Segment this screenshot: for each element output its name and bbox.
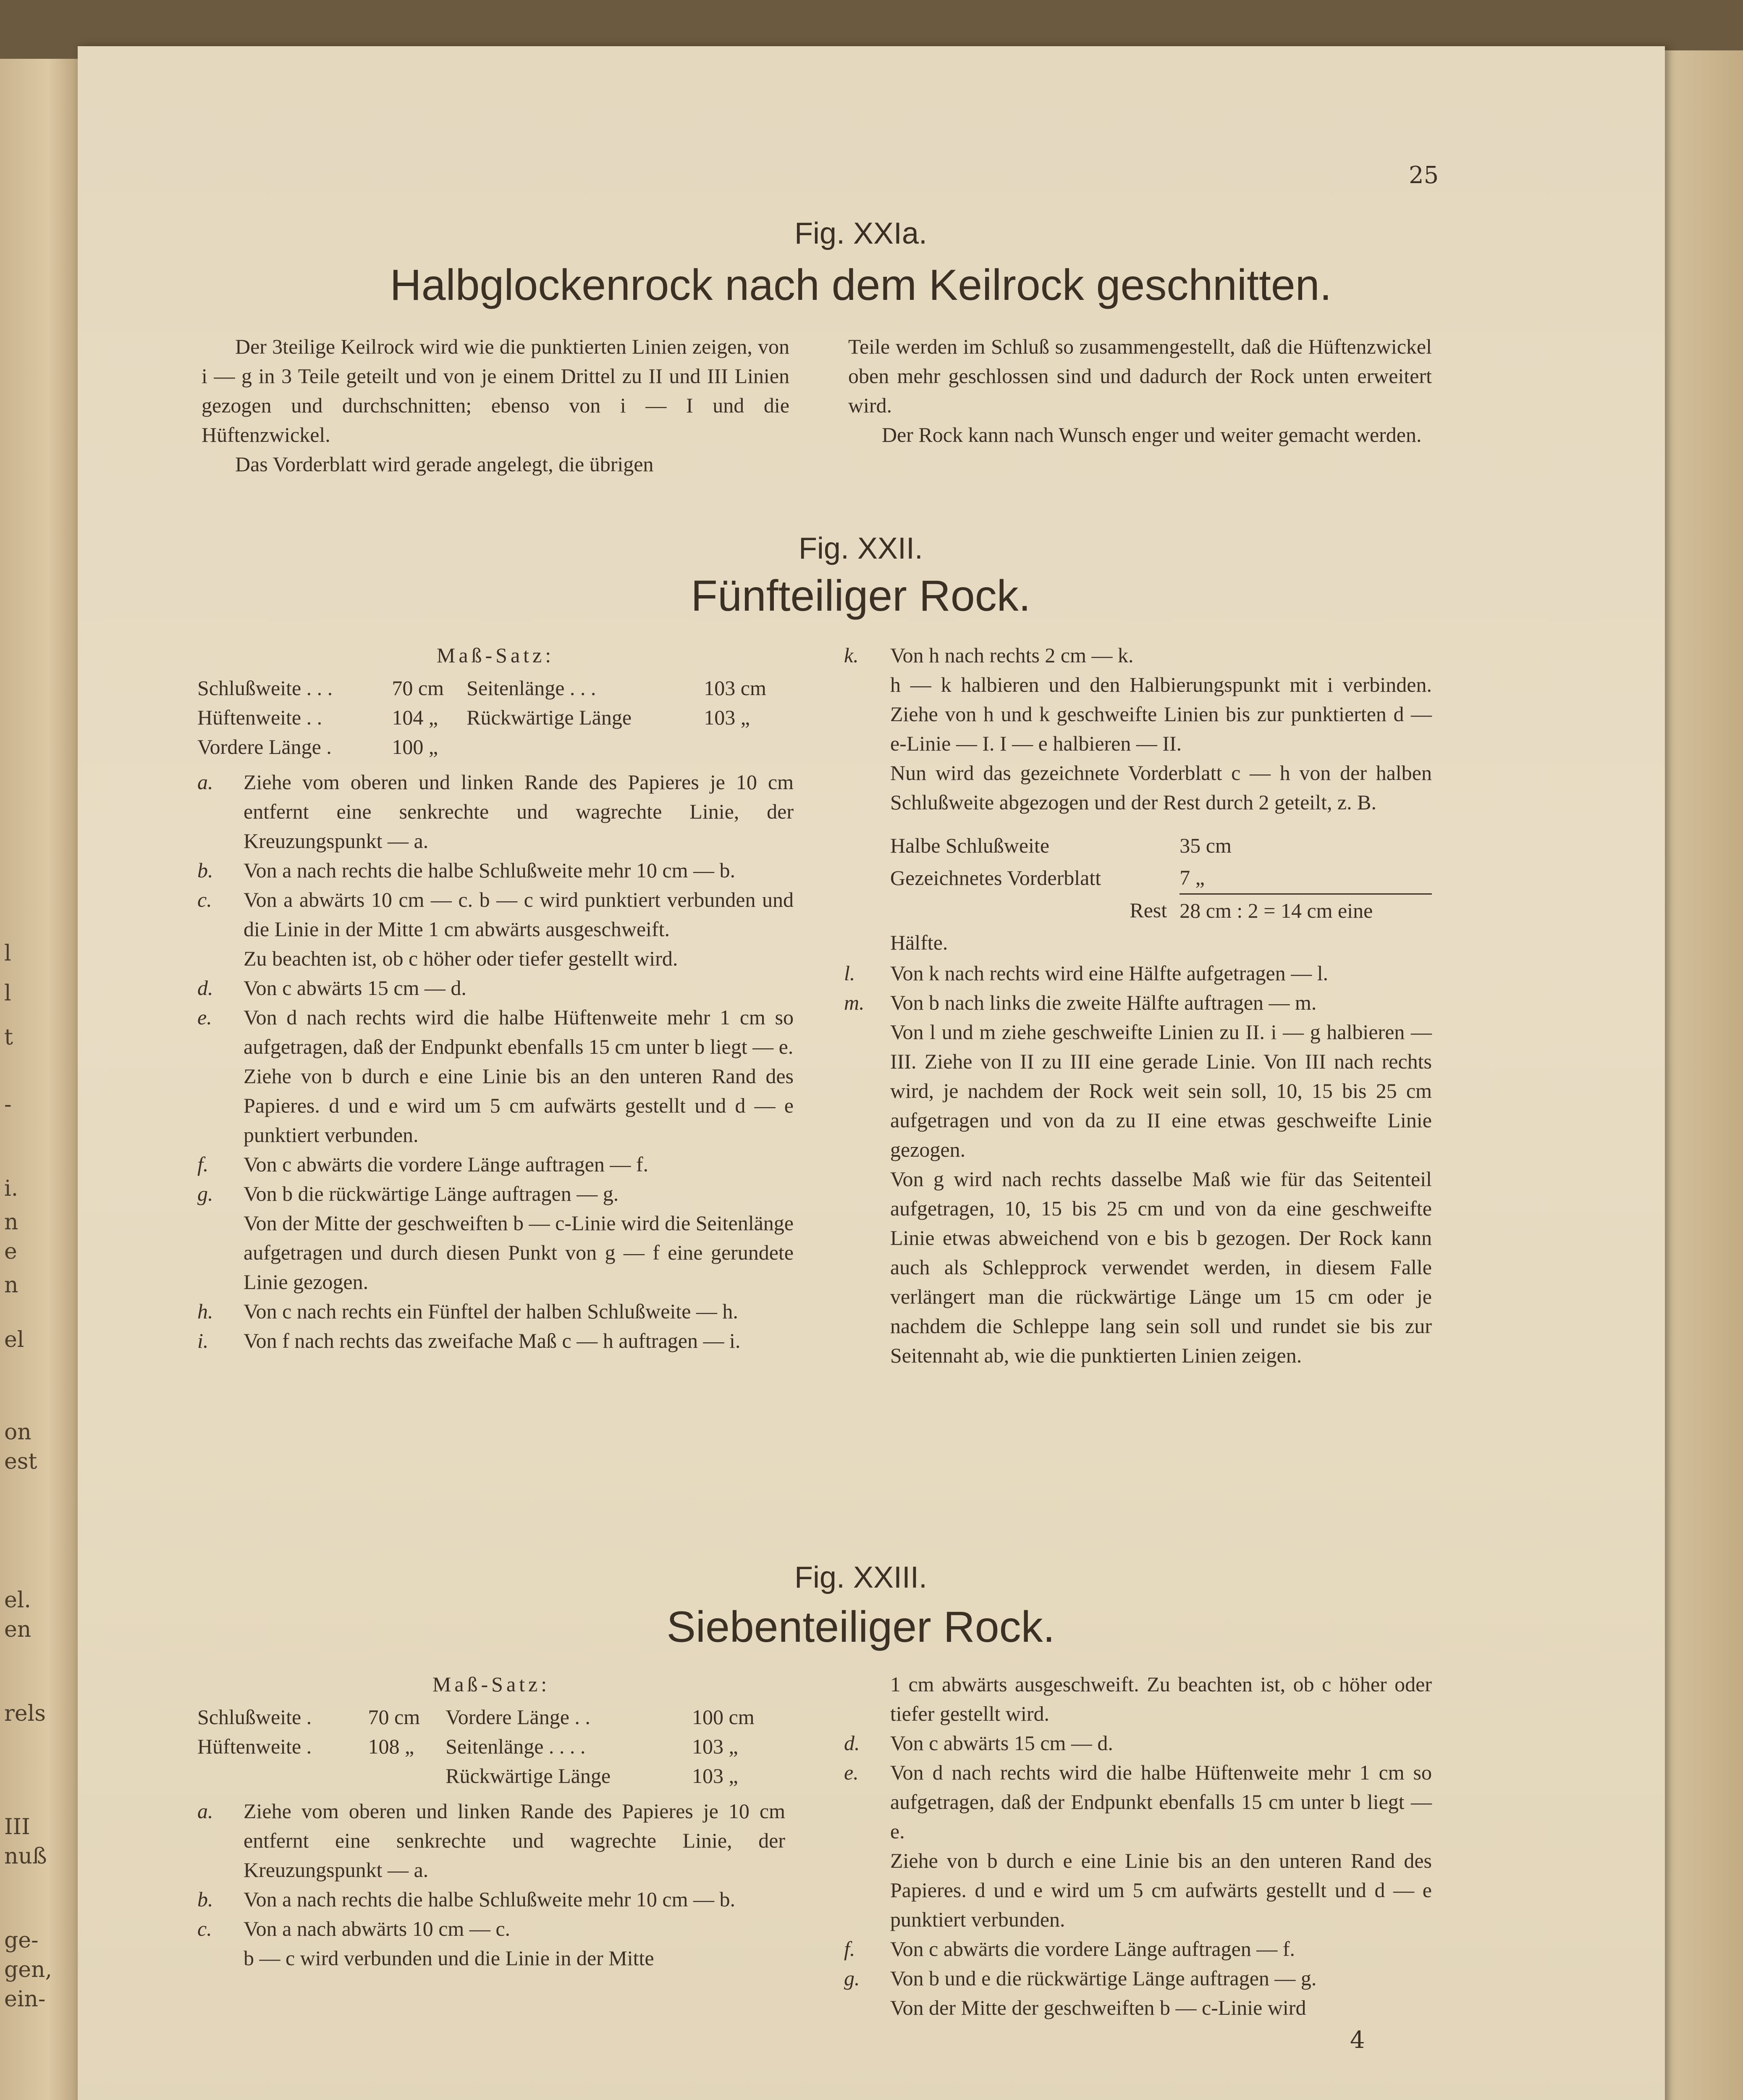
instruction-step bbox=[844, 958, 1432, 988]
mass-value: 103 „ bbox=[692, 1764, 738, 1788]
table-row bbox=[197, 732, 794, 761]
step-text: Von b die rückwärtige Länge auftragen — g. bbox=[244, 1182, 619, 1205]
table-row bbox=[197, 703, 794, 732]
instruction-step bbox=[844, 670, 1432, 758]
step-text: Ziehe von b durch e eine Linie bis an den unteren Rand des Papieres. d und e wird um 5 cm aufwärts gestellt und d — e punktiert verbunden. bbox=[244, 1064, 794, 1147]
fig23-right-column bbox=[844, 1670, 1432, 2022]
left-page-fragment: e bbox=[4, 1239, 17, 1264]
fig22-mass-header: Maß-Satz: bbox=[436, 643, 555, 667]
left-page-fragment: rels bbox=[4, 1701, 46, 1726]
step-text: Von a nach rechts die halbe Schlußweite mehr 10 cm — b. bbox=[244, 1887, 735, 1911]
step-label: b. bbox=[197, 858, 213, 882]
left-page-fragment: ge- bbox=[4, 1928, 39, 1953]
mass-value: 103 cm bbox=[704, 676, 766, 700]
instruction-step bbox=[197, 1208, 794, 1297]
instruction-step bbox=[844, 758, 1432, 817]
instruction-step bbox=[197, 944, 794, 973]
instruction-step bbox=[197, 1150, 794, 1179]
left-page-fragment: n bbox=[4, 1273, 18, 1298]
step-label: f. bbox=[197, 1152, 209, 1176]
left-page-fragment: en bbox=[4, 1617, 31, 1642]
step-text: Von l und m ziehe geschweifte Linien zu II. i — g halbieren — III. Ziehe von II zu III eine gerade Linie. Von III nach rechts wird, je nachdem der Rock weit sein soll, 10, 15 bis 25 cm aufgetragen und von da zu II eine etwas geschweifte Linie gezogen. bbox=[890, 1020, 1432, 1161]
instruction-step bbox=[197, 856, 794, 885]
mass-value: 70 cm bbox=[368, 1705, 420, 1729]
instruction-step bbox=[197, 885, 794, 944]
step-label bbox=[197, 944, 244, 973]
mass-name: Hüftenweite . . bbox=[197, 706, 322, 729]
step-label: h. bbox=[197, 1299, 213, 1323]
step-text: h — k halbieren und den Halbierungspunkt mit i verbinden. Ziehe von h und k geschweifte Linien bis zur punktierten d — e-Linie — I. I — e halbieren — II. bbox=[890, 673, 1432, 755]
step-text: Von der Mitte der geschweiften b — c-Linie wird bbox=[890, 1996, 1306, 2019]
fig22-calculation bbox=[844, 830, 1432, 958]
step-label: c. bbox=[197, 888, 212, 911]
left-page-fragment: nuß bbox=[4, 1844, 47, 1869]
fig21a-left-paragraph: Das Vorderblatt wird gerade angelegt, die übrigen bbox=[235, 452, 654, 476]
fig21a-left-column bbox=[202, 332, 789, 479]
fig23-left-column bbox=[197, 1670, 785, 1973]
step-label: c. bbox=[197, 1917, 212, 1940]
mass-value bbox=[368, 1761, 446, 1790]
step-text: Ziehe vom oberen und linken Rande des Papieres je 10 cm entfernt eine senkrechte und wagrechte Linie, der Kreuzungspunkt — a. bbox=[244, 770, 794, 853]
mass-name: Schlußweite . bbox=[197, 1705, 312, 1729]
fig21a-title: Halbglockenrock nach dem Keilrock geschnitten. bbox=[390, 261, 1332, 310]
left-page-fragment: on bbox=[4, 1420, 31, 1445]
left-page-fragment: n bbox=[4, 1210, 18, 1235]
page-number: 25 bbox=[1409, 162, 1439, 189]
mass-name: Rückwärtige Länge bbox=[467, 706, 632, 729]
step-text: Ziehe vom oberen und linken Rande des Papieres je 10 cm entfernt eine senkrechte und wagrechte Linie, der Kreuzungspunkt — a. bbox=[244, 1799, 785, 1882]
instruction-step bbox=[844, 1758, 1432, 1846]
step-label: g. bbox=[844, 1966, 860, 1990]
left-page-fragment: t bbox=[4, 1025, 13, 1050]
step-text: Zu beachten ist, ob c höher oder tiefer gestellt wird. bbox=[244, 947, 678, 970]
calc-value: 35 cm bbox=[1179, 834, 1232, 857]
mass-name: Seitenlänge . . . . bbox=[446, 1735, 586, 1758]
step-label: d. bbox=[197, 976, 213, 1000]
mass-value: 100 cm bbox=[692, 1705, 755, 1729]
mass-name: Vordere Länge . bbox=[197, 735, 332, 759]
step-text: Von b nach links die zweite Hälfte auftragen — m. bbox=[890, 991, 1317, 1014]
instruction-step bbox=[197, 1914, 785, 1943]
instruction-step bbox=[844, 1964, 1432, 1993]
step-text: Von d nach rechts wird die halbe Hüftenweite mehr 1 cm so aufgetragen, daß der Endpunkt ebenfalls 15 cm unter b liegt — e. bbox=[890, 1761, 1432, 1843]
instruction-step bbox=[197, 973, 794, 1003]
instruction-step bbox=[844, 1993, 1432, 2022]
step-label bbox=[844, 1846, 890, 1934]
fig22-steps-right-top bbox=[844, 640, 1432, 817]
fig23-mass-table bbox=[197, 1702, 785, 1790]
step-label bbox=[844, 1670, 890, 1728]
mass-value: 100 „ bbox=[392, 735, 438, 759]
left-page-fragment: el. bbox=[4, 1588, 31, 1613]
fig23-steps-right bbox=[844, 1670, 1432, 2022]
table-row bbox=[197, 1732, 785, 1761]
step-label: b. bbox=[197, 1887, 213, 1911]
instruction-step bbox=[844, 988, 1432, 1017]
mass-value: 103 „ bbox=[692, 1735, 738, 1758]
fig22-right-column bbox=[844, 640, 1432, 1370]
step-label: a. bbox=[197, 1799, 213, 1823]
fig22-left-column bbox=[197, 640, 794, 1355]
instruction-step bbox=[197, 1943, 785, 1973]
step-text: Von k nach rechts wird eine Hälfte aufgetragen — l. bbox=[890, 961, 1329, 985]
step-label: d. bbox=[844, 1731, 860, 1755]
instruction-step bbox=[844, 1670, 1432, 1728]
mass-name bbox=[467, 732, 704, 761]
fig23-label: Fig. XXIII. bbox=[794, 1561, 928, 1594]
calc-label: Gezeichnetes Vorderblatt bbox=[890, 866, 1101, 890]
instruction-step bbox=[197, 1061, 794, 1150]
step-text: 1 cm abwärts ausgeschweift. Zu beachten ist, ob c höher oder tiefer gestellt wird. bbox=[890, 1672, 1432, 1725]
table-row bbox=[844, 830, 1432, 861]
table-row bbox=[844, 927, 1432, 958]
calc-label: Halbe Schlußweite bbox=[890, 834, 1050, 857]
mass-value: 70 cm bbox=[392, 676, 444, 700]
fig21a-right-paragraph: Teile werden im Schluß so zusammengestellt, daß die Hüftenzwickel oben mehr geschlossen sind und dadurch der Rock unten erweitert wird. bbox=[848, 335, 1432, 417]
fig22-steps-left bbox=[197, 767, 794, 1355]
instruction-step bbox=[844, 1934, 1432, 1964]
instruction-step bbox=[197, 1796, 785, 1885]
left-page-fragment: est bbox=[4, 1449, 37, 1474]
left-page-fragment: - bbox=[4, 1092, 12, 1117]
step-text: Von f nach rechts das zweifache Maß c — h auftragen — i. bbox=[244, 1329, 741, 1352]
instruction-step bbox=[197, 1003, 794, 1061]
fig23-steps-left bbox=[197, 1796, 785, 1973]
table-row bbox=[197, 1702, 785, 1732]
left-page-fragment: l bbox=[4, 941, 11, 966]
instruction-step bbox=[197, 1885, 785, 1914]
step-label: a. bbox=[197, 770, 213, 794]
left-page-fragment: ein- bbox=[4, 1987, 46, 2012]
step-label bbox=[844, 670, 890, 758]
step-text: Von d nach rechts wird die halbe Hüftenweite mehr 1 cm so aufgetragen, daß der Endpunkt ebenfalls 15 cm unter b liegt — e. bbox=[244, 1005, 794, 1058]
instruction-step bbox=[844, 640, 1432, 670]
step-text: Von der Mitte der geschweiften b — c-Linie wird die Seitenlänge aufgetragen und durch diesen Punkt von g — f eine gerundete Linie gezogen. bbox=[244, 1211, 794, 1294]
instruction-step bbox=[197, 1179, 794, 1208]
fig21a-right-column bbox=[848, 332, 1432, 449]
step-label: e. bbox=[844, 1761, 859, 1784]
fig21a-left-paragraph: Der 3teilige Keilrock wird wie die punktierten Linien zeigen, von i — g in 3 Teile geteilt und von je einem Drittel zu II und III Linien gezogen und durchschnitten; ebenso von i — I und die Hüftenzwickel. bbox=[202, 335, 789, 446]
step-text: Von g wird nach rechts dasselbe Maß wie für das Seitenteil aufgetragen, 10, 15 bis 25 cm und von da eine geschweifte Linie etwas abweichend von e bis b gezogen. Der Rock kann auch als Schlepprock verwendet werden, in diesem Falle verlängert man die rückwärtige Länge um 15 cm oder je nachdem die Schleppe lang sein soll und rundet sie bis zur Seitennaht ab, wie die punktierten Linien zeigen. bbox=[890, 1167, 1432, 1367]
step-label: m. bbox=[844, 991, 865, 1014]
step-text: b — c wird verbunden und die Linie in der Mitte bbox=[244, 1946, 654, 1970]
step-text: Nun wird das gezeichnete Vorderblatt c — h von der halben Schlußweite abgezogen und der Rest durch 2 geteilt, z. B. bbox=[890, 761, 1432, 814]
step-text: Von a nach abwärts 10 cm — c. bbox=[244, 1917, 511, 1940]
step-label: l. bbox=[844, 961, 855, 985]
instruction-step bbox=[197, 1297, 794, 1326]
table-row bbox=[197, 1761, 785, 1790]
left-page-fragment: gen, bbox=[4, 1957, 52, 1982]
instruction-step bbox=[844, 1017, 1432, 1164]
step-text: Ziehe von b durch e eine Linie bis an den unteren Rand des Papieres. d und e wird um 5 cm aufwärts gestellt und d — e punktiert verbunden. bbox=[890, 1849, 1432, 1931]
step-label: e. bbox=[197, 1005, 212, 1029]
mass-name: Hüftenweite . bbox=[197, 1735, 312, 1758]
step-text: Von c abwärts 15 cm — d. bbox=[890, 1731, 1113, 1755]
step-label bbox=[197, 1208, 244, 1297]
left-page-fragment: i. bbox=[4, 1176, 18, 1201]
previous-page-edge bbox=[0, 59, 80, 2100]
left-page-fragment: l bbox=[4, 981, 11, 1006]
instruction-step bbox=[844, 1846, 1432, 1934]
calc-value: 7 „ bbox=[1179, 861, 1432, 894]
step-text: Von a nach rechts die halbe Schlußweite mehr 10 cm — b. bbox=[244, 858, 735, 882]
step-text: Von h nach rechts 2 cm — k. bbox=[890, 643, 1134, 667]
step-text: Von b und e die rückwärtige Länge auftragen — g. bbox=[890, 1966, 1317, 1990]
instruction-step bbox=[197, 1326, 794, 1355]
step-label: f. bbox=[844, 1937, 855, 1961]
step-text: Von c abwärts die vordere Länge auftragen — f. bbox=[244, 1152, 648, 1176]
mass-name: Schlußweite . . . bbox=[197, 676, 333, 700]
mass-value: 103 „ bbox=[704, 706, 750, 729]
step-text: Von c abwärts 15 cm — d. bbox=[244, 976, 467, 1000]
fig22-title: Fünfteiliger Rock. bbox=[691, 572, 1031, 620]
left-page-fragment: el bbox=[4, 1327, 24, 1352]
signature-mark: 4 bbox=[1350, 2026, 1365, 2054]
mass-name: Vordere Länge . . bbox=[446, 1705, 590, 1729]
fig21a-right-paragraph: Der Rock kann nach Wunsch enger und weiter gemacht werden. bbox=[882, 423, 1422, 446]
step-label bbox=[197, 1943, 244, 1973]
step-label bbox=[844, 758, 890, 817]
fig23-mass-header: Maß-Satz: bbox=[432, 1672, 550, 1696]
calc-note: Hälfte. bbox=[890, 931, 948, 954]
step-label: i. bbox=[197, 1329, 209, 1352]
mass-value: 104 „ bbox=[392, 706, 438, 729]
mass-name: Seitenlänge . . . bbox=[467, 676, 596, 700]
calc-label: Rest bbox=[1130, 898, 1167, 922]
step-label bbox=[197, 1061, 244, 1150]
mass-value bbox=[704, 732, 794, 761]
mass-value: 108 „ bbox=[368, 1735, 414, 1758]
instruction-step bbox=[844, 1164, 1432, 1370]
fig22-label: Fig. XXII. bbox=[798, 532, 923, 565]
fig21a-label: Fig. XXIa. bbox=[794, 217, 928, 250]
table-row bbox=[844, 861, 1432, 894]
instruction-step bbox=[844, 1728, 1432, 1758]
step-label bbox=[844, 1017, 890, 1164]
fig22-mass-table bbox=[197, 673, 794, 761]
fig23-title: Siebenteiliger Rock. bbox=[666, 1603, 1055, 1651]
table-row bbox=[844, 894, 1432, 927]
step-label: g. bbox=[197, 1182, 213, 1205]
step-label: k. bbox=[844, 643, 859, 667]
step-text: Von c abwärts die vordere Länge auftragen — f. bbox=[890, 1937, 1295, 1961]
mass-name bbox=[197, 1761, 368, 1790]
step-text: Von a abwärts 10 cm — c. b — c wird punktiert verbunden und die Linie in der Mitte 1 cm abwärts ausgeschweift. bbox=[244, 888, 794, 941]
fig22-steps-right-bottom bbox=[844, 958, 1432, 1370]
step-text: Von c nach rechts ein Fünftel der halben Schlußweite — h. bbox=[244, 1299, 738, 1323]
instruction-step bbox=[197, 767, 794, 856]
left-page-fragment: III bbox=[4, 1814, 30, 1840]
mass-name: Rückwärtige Länge bbox=[446, 1764, 611, 1788]
step-label bbox=[844, 1164, 890, 1370]
table-row bbox=[197, 673, 794, 703]
calc-value: 28 cm : 2 = 14 cm eine bbox=[1179, 899, 1373, 922]
step-label bbox=[844, 1993, 890, 2022]
